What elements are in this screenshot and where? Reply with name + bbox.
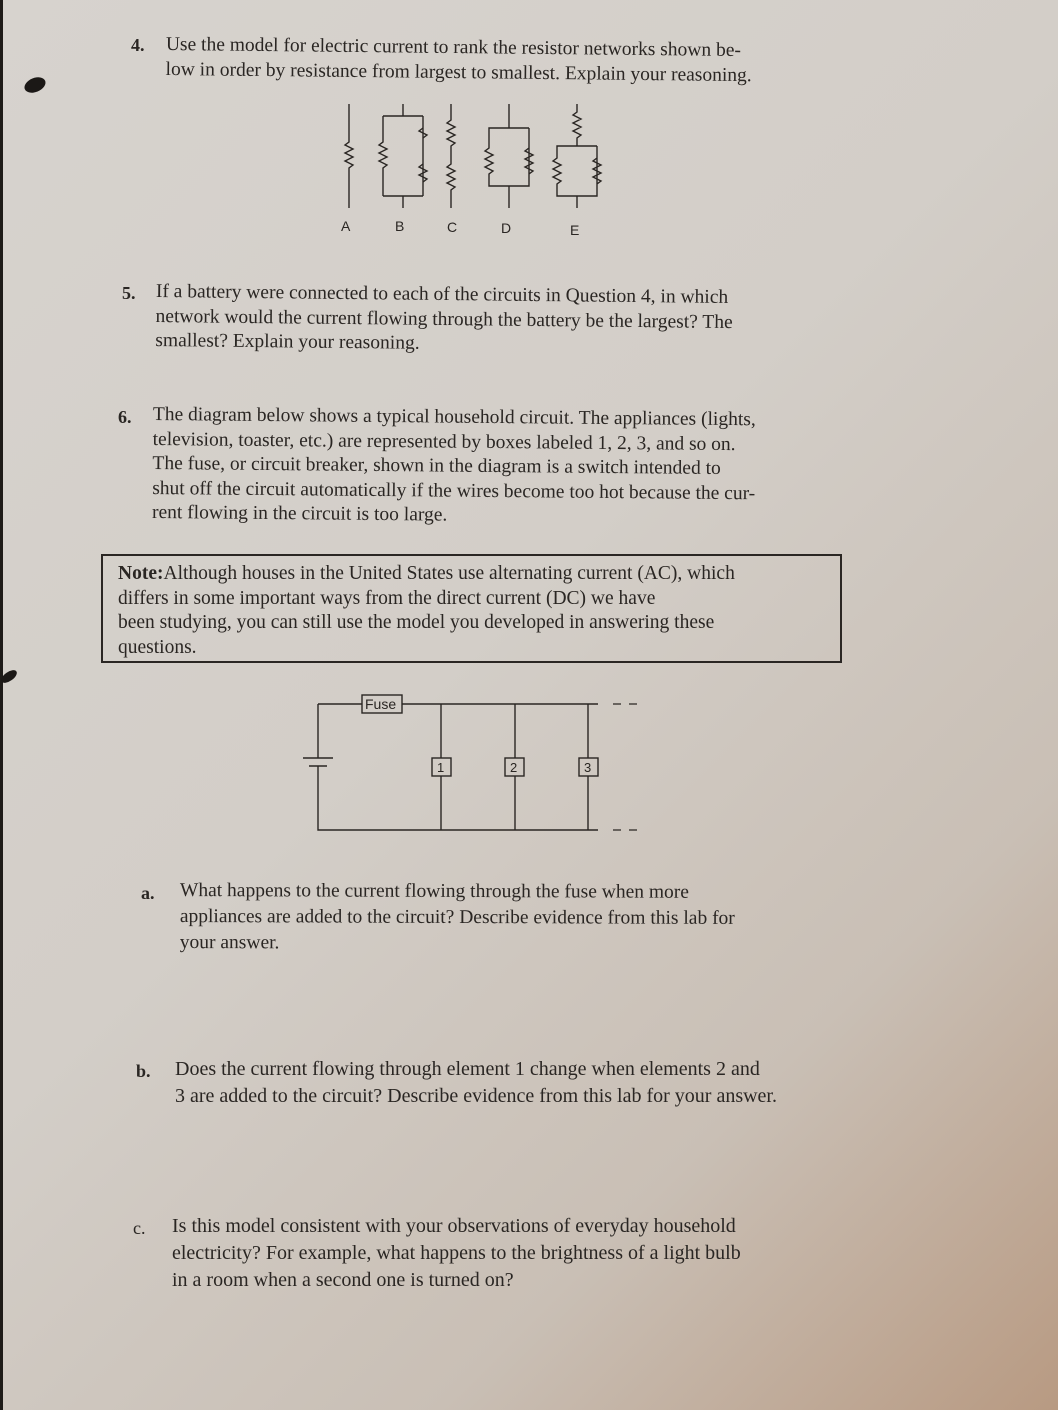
network-label: B xyxy=(395,218,405,234)
appliance-label: 1 xyxy=(437,760,445,775)
resistor-networks-diagram xyxy=(325,98,625,243)
fuse-label: Fuse xyxy=(365,696,397,712)
text-line: 3 are added to the circuit? Describe evidence from this lab for your answer. xyxy=(175,1085,777,1107)
text-line: smallest? Explain your reasoning. xyxy=(155,329,420,354)
punch-hole-mark xyxy=(22,74,48,95)
text-line: questions. xyxy=(118,636,197,658)
circuit-continuation xyxy=(613,704,637,830)
text-line: differs in some important ways from the direct current (DC) we have xyxy=(118,587,656,609)
part-letter: c. xyxy=(133,1218,146,1238)
part-a-text xyxy=(180,878,735,958)
text-line: network would the current flowing through the battery be the largest? The xyxy=(155,305,733,333)
question-number: 5. xyxy=(122,283,136,303)
network-label: E xyxy=(570,222,580,238)
network-d xyxy=(485,104,533,208)
network-label: D xyxy=(501,220,512,236)
part-letter: a. xyxy=(141,883,155,903)
network-label: A xyxy=(341,218,351,234)
text-line: The fuse, or circuit breaker, shown in the diagram is a switch intended to xyxy=(152,452,721,479)
text-line: television, toaster, etc.) are represented by boxes labeled 1, 2, 3, and so on. xyxy=(152,428,736,455)
appliance-label: 3 xyxy=(584,760,592,775)
text-line: your answer. xyxy=(179,931,280,954)
text-line: appliances are added to the circuit? Describe evidence from this lab for xyxy=(179,905,735,929)
text-line: Does the current flowing through element 1 change when elements 2 and xyxy=(175,1058,760,1080)
page-edge-shadow xyxy=(0,0,3,1410)
text-line: in a room when a second one is turned on? xyxy=(172,1269,514,1291)
part-c-text xyxy=(172,1213,741,1294)
network-b xyxy=(379,104,427,208)
network-c xyxy=(447,104,455,208)
appliance-label: 2 xyxy=(510,760,518,775)
text-line: shut off the circuit automatically if the wires become too hot because the cur- xyxy=(152,477,756,504)
network-a xyxy=(345,104,353,208)
question-6-text xyxy=(152,403,756,531)
text-line: The diagram below shows a typical household circuit. The appliances (lights, xyxy=(152,403,756,431)
question-5-text xyxy=(155,280,733,360)
note-label: Note: xyxy=(118,563,164,584)
text-line: If a battery were connected to each of the circuits in Question 4, in which xyxy=(155,280,729,308)
note-box xyxy=(101,554,842,663)
text-line xyxy=(118,562,828,587)
text-line: electricity? For example, what happens to the brightness of a light bulb xyxy=(172,1242,741,1264)
text-line: low in order by resistance from largest to smallest. Explain your reasoning. xyxy=(165,58,752,86)
question-number: 4. xyxy=(131,35,145,55)
text-line: been studying, you can still use the model you developed in answering these xyxy=(118,612,715,633)
network-label: C xyxy=(447,219,458,235)
text-line: rent flowing in the circuit is too large. xyxy=(151,501,448,526)
text-line: Is this model consistent with your observations of everyday household xyxy=(172,1215,736,1237)
network-e xyxy=(553,104,601,208)
part-b-text xyxy=(175,1056,777,1110)
question-4-text xyxy=(165,33,752,88)
question-number: 6. xyxy=(118,407,132,427)
text-line: Use the model for electric current to rank the resistor networks shown be- xyxy=(165,33,742,62)
note-text: Although houses in the United States use alternating current (AC), which xyxy=(163,563,735,584)
household-circuit-diagram xyxy=(295,690,655,840)
part-letter: b. xyxy=(136,1061,151,1081)
text-line: What happens to the current flowing through the fuse when more xyxy=(179,880,690,903)
